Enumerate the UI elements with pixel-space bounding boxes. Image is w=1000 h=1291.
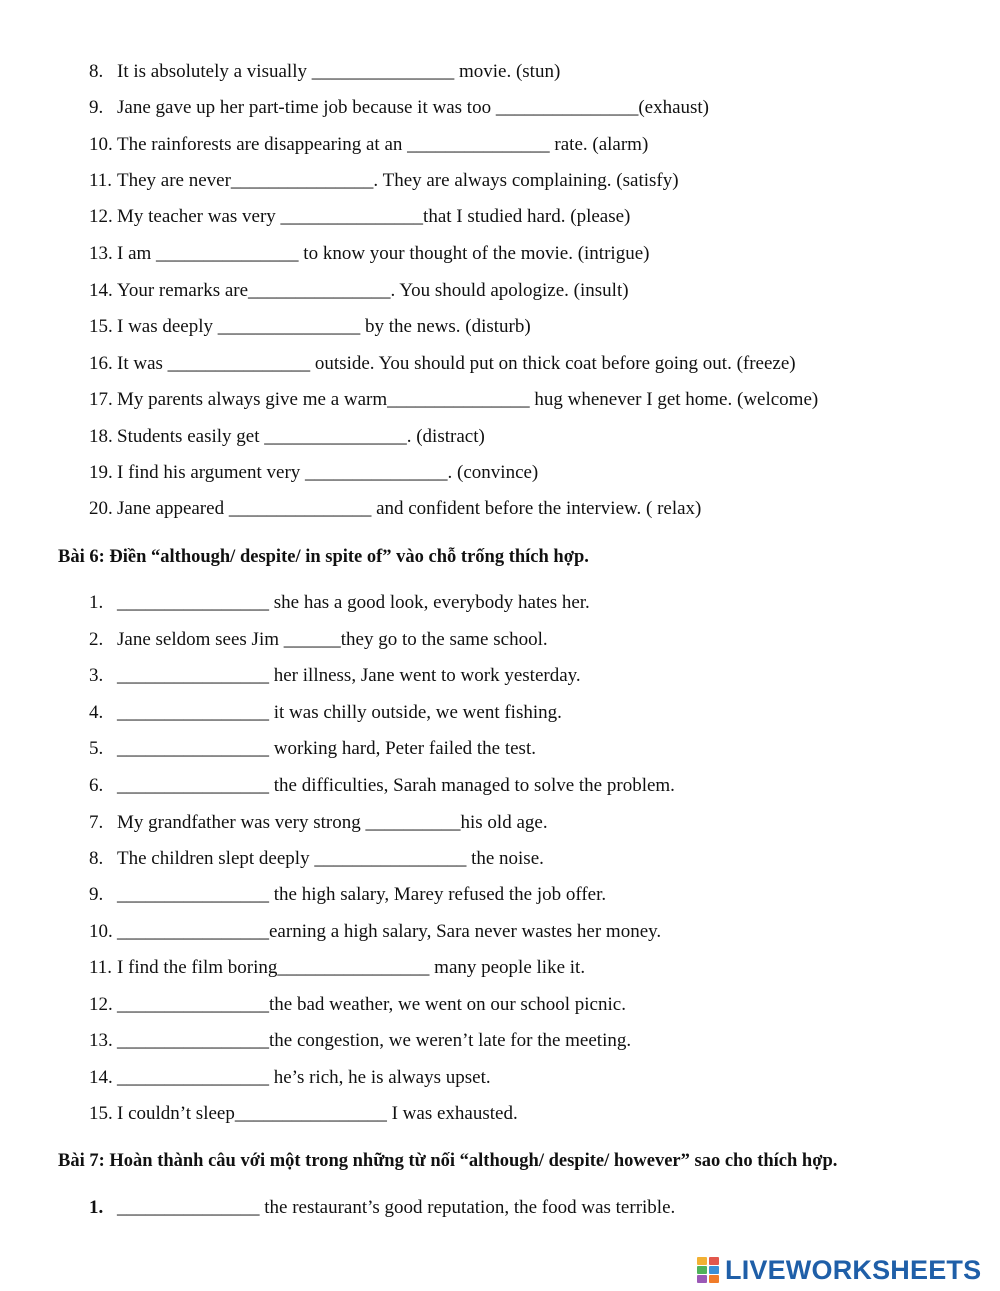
item-text: It was _______________ outside. You should put on thick coat before going out. (freeze): [117, 353, 796, 374]
item-number: 20.: [89, 498, 113, 519]
exercise-6-heading: Bài 6: Điền “although/ despite/ in spite of” vào chỗ trống thích hợp.: [58, 547, 589, 567]
item-number: 18.: [89, 426, 113, 447]
item-number: 9.: [89, 97, 104, 118]
item-number: 17.: [89, 389, 113, 410]
item-number: 3.: [89, 665, 104, 686]
logo-text: LIVEWORKSHEETS: [725, 1254, 982, 1285]
item-text: The rainforests are disappearing at an _______________ rate. (alarm): [117, 134, 649, 155]
item-number: 15.: [89, 1103, 113, 1124]
item-number: 13.: [89, 243, 113, 264]
item-number: 2.: [89, 629, 104, 650]
item-text: I couldn’t sleep________________ I was exhausted.: [117, 1103, 518, 1124]
exercise-7-heading: Bài 7: Hoàn thành câu với một trong những từ nối “although/ despite/ however” sao cho thích hợp.: [58, 1151, 838, 1171]
item-text: My parents always give me a warm_______________ hug whenever I get home. (welcome): [117, 389, 819, 410]
item-number: 12.: [89, 994, 113, 1015]
item-text: ________________ the difficulties, Sarah managed to solve the problem.: [117, 775, 675, 796]
item-number: 19.: [89, 462, 113, 483]
liveworksheets-logo-icon: [697, 1257, 721, 1283]
item-text: ________________ she has a good look, everybody hates her.: [117, 592, 590, 613]
item-number: 7.: [89, 812, 104, 833]
item-number: 16.: [89, 353, 113, 374]
item-text: They are never_______________. They are always complaining. (satisfy): [117, 170, 679, 191]
item-text: It is absolutely a visually _______________ movie. (stun): [117, 61, 561, 82]
item-text: ________________ working hard, Peter failed the test.: [117, 738, 536, 759]
item-number: 15.: [89, 316, 113, 337]
item-text: Jane gave up her part-time job because it was too _______________(exhaust): [117, 97, 710, 118]
item-number: 5.: [89, 738, 104, 759]
item-text: Jane seldom sees Jim ______they go to the same school.: [117, 629, 548, 650]
item-number: 8.: [89, 61, 104, 82]
item-number: 8.: [89, 848, 104, 869]
item-text: ________________earning a high salary, Sara never wastes her money.: [117, 921, 662, 942]
item-text: Students easily get _______________. (distract): [117, 426, 485, 447]
item-text: I am _______________ to know your thought of the movie. (intrigue): [117, 243, 650, 264]
item-number: 1.: [89, 592, 104, 613]
item-text: My grandfather was very strong __________his old age.: [117, 812, 548, 833]
item-number: 10.: [89, 134, 113, 155]
item-number: 12.: [89, 206, 113, 227]
item-number: 11.: [89, 957, 113, 978]
item-number: 1.: [89, 1197, 104, 1218]
item-number: 6.: [89, 775, 104, 796]
item-text: I was deeply _______________ by the news. (disturb): [117, 316, 531, 337]
item-text: ________________ he’s rich, he is always upset.: [117, 1067, 491, 1088]
item-number: 9.: [89, 884, 104, 905]
item-text: Your remarks are_______________. You should apologize. (insult): [117, 280, 629, 301]
item-text: ________________ her illness, Jane went to work yesterday.: [117, 665, 581, 686]
item-number: 10.: [89, 921, 113, 942]
item-text: ________________the congestion, we weren’t late for the meeting.: [117, 1030, 632, 1051]
item-text: The children slept deeply ________________ the noise.: [117, 848, 544, 869]
liveworksheets-logo[interactable]: [697, 1255, 981, 1285]
item-text: Jane appeared _______________ and confident before the interview. ( relax): [117, 498, 702, 519]
item-text: ________________ it was chilly outside, we went fishing.: [117, 702, 562, 723]
item-text: ________________the bad weather, we went on our school picnic.: [117, 994, 626, 1015]
item-text: ________________ the high salary, Marey refused the job offer.: [117, 884, 607, 905]
item-text: _______________ the restaurant’s good reputation, the food was terrible.: [117, 1197, 676, 1218]
item-number: 4.: [89, 702, 104, 723]
item-number: 11.: [89, 170, 113, 191]
item-text: My teacher was very _______________that I studied hard. (please): [117, 206, 631, 227]
item-number: 14.: [89, 1067, 113, 1088]
item-text: I find the film boring________________ many people like it.: [117, 957, 586, 978]
item-text: I find his argument very _______________. (convince): [117, 462, 539, 483]
item-number: 13.: [89, 1030, 113, 1051]
item-number: 14.: [89, 280, 113, 301]
